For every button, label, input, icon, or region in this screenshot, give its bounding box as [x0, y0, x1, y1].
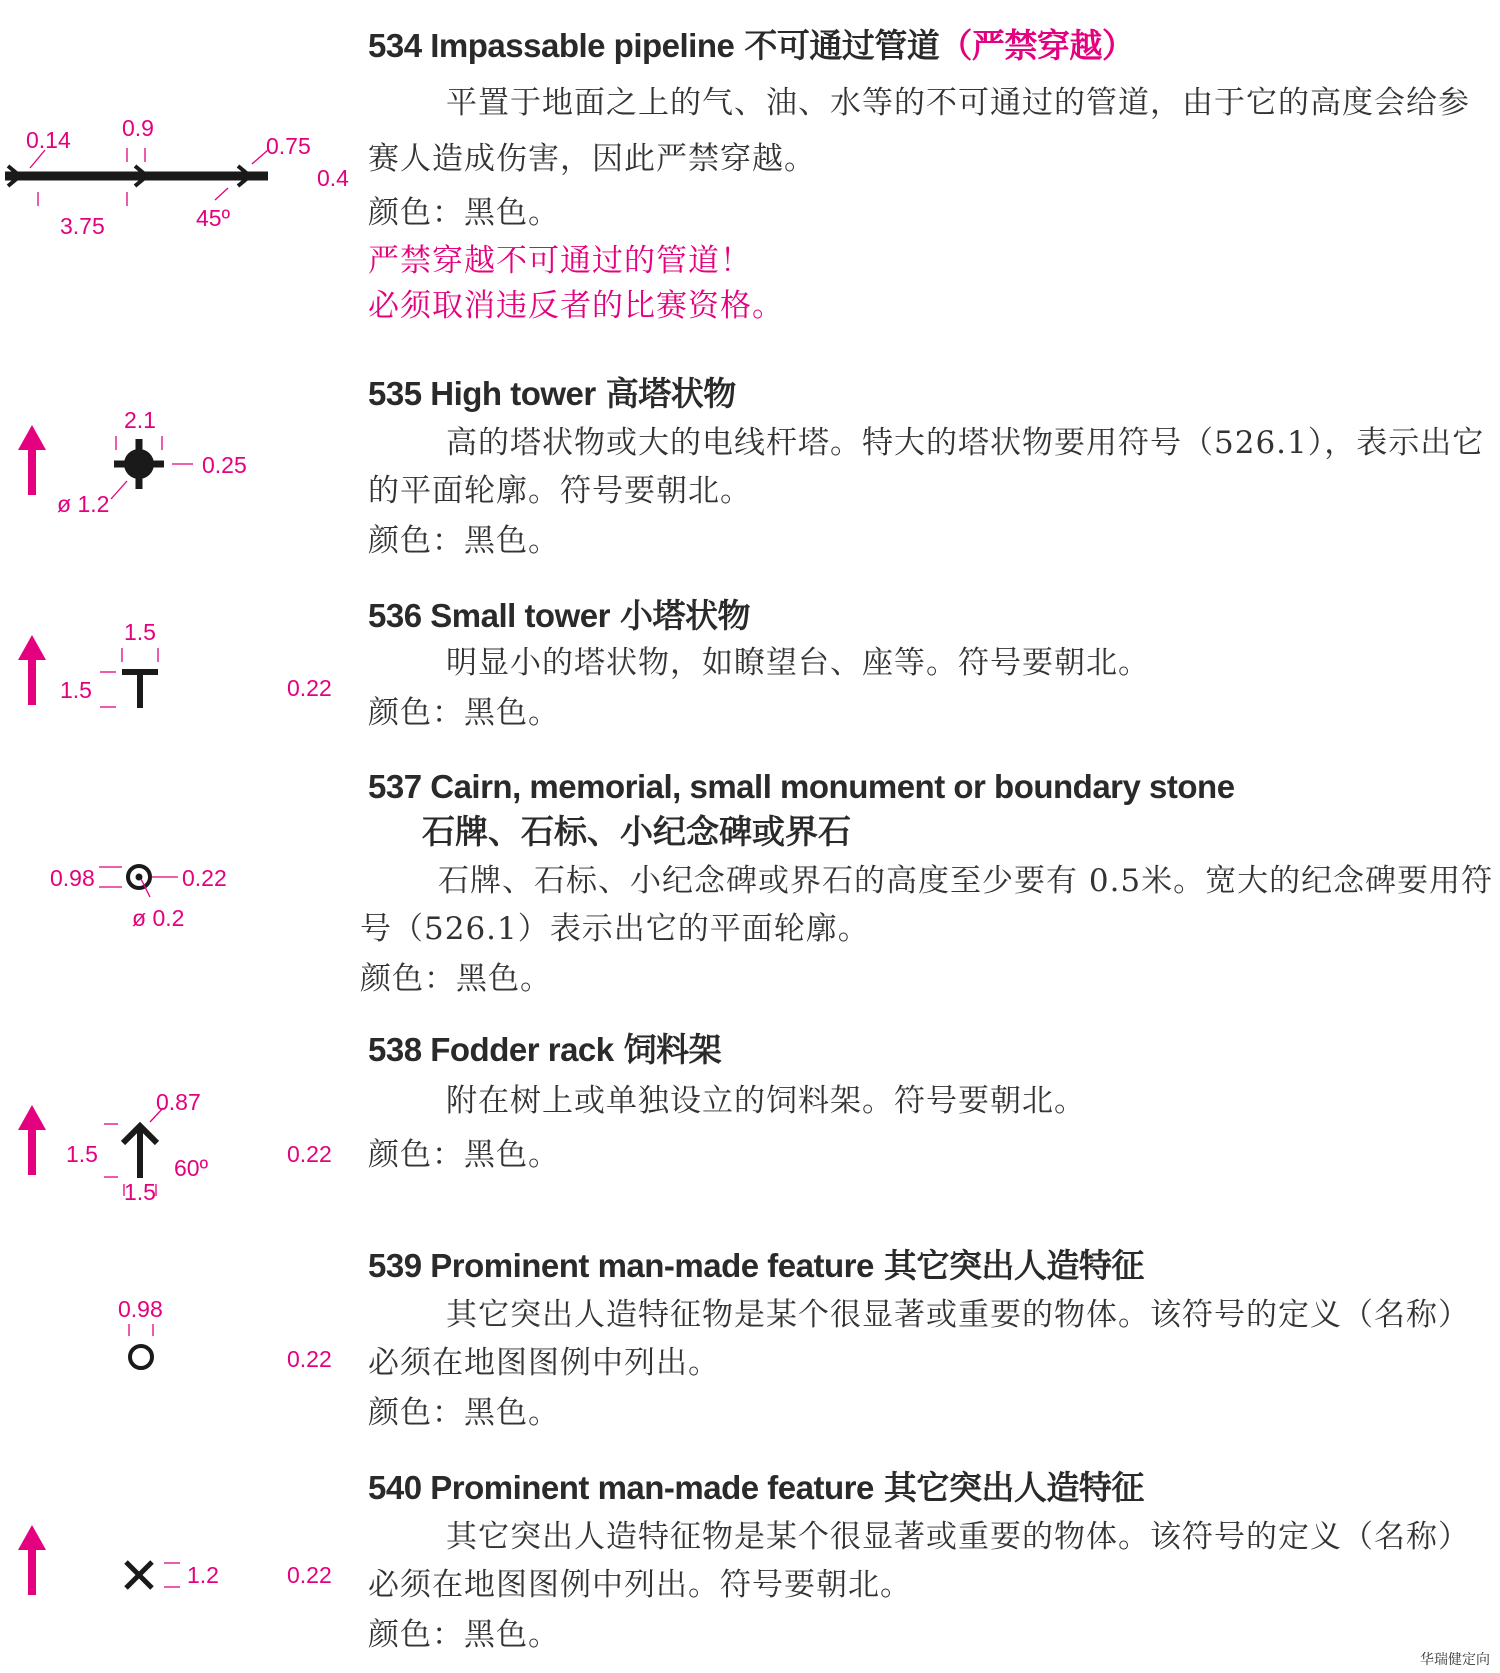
- dim-label: 0.98: [50, 865, 95, 891]
- man-made-feature-circle-icon: [0, 1290, 360, 1390]
- north-arrow-icon: [28, 655, 36, 705]
- dim-label: 0.14: [26, 127, 71, 153]
- symbol-539-diagram: [0, 1290, 360, 1390]
- symbol-536-diagram: [0, 610, 360, 730]
- entry-534: [368, 20, 1493, 329]
- entry-title: [368, 1462, 1493, 1509]
- entry-title: [368, 1240, 1493, 1287]
- north-arrow-icon: [28, 1545, 36, 1595]
- color-line: 颜色：黑色。: [368, 695, 560, 731]
- title-en: Impassable pipeline: [430, 27, 735, 64]
- dim-label: 0.9: [122, 115, 154, 141]
- entry-title: [368, 1024, 1493, 1071]
- title-en: Small tower: [430, 597, 610, 634]
- north-arrow-icon: [28, 1125, 36, 1175]
- symbol-number: 536: [368, 597, 422, 634]
- dim-label: 0.22: [287, 1346, 332, 1372]
- dim-label: 0.75: [266, 133, 311, 159]
- title-note: （严禁穿越）: [939, 26, 1135, 65]
- dim-label: 60º: [174, 1155, 208, 1181]
- description: 高的塔状物或大的电线杆塔。特大的塔状物要用符号（526.1），表示出它的平面轮廓。符号要朝北。: [368, 425, 1485, 509]
- symbol-540-diagram: [0, 1520, 360, 1620]
- color-line: 颜色：黑色。: [368, 1137, 560, 1173]
- color-line: 颜色：黑色。: [368, 195, 560, 231]
- title-zh: 高塔状物: [605, 374, 736, 413]
- color-line: 颜色：黑色。: [360, 961, 552, 997]
- small-tower-symbol-icon: [0, 610, 360, 730]
- dim-label: 0.25: [202, 452, 247, 478]
- fodder-rack-symbol-icon: [0, 1080, 360, 1210]
- dim-label: 0.87: [156, 1089, 201, 1115]
- dim-label: 3.75: [60, 213, 105, 239]
- entry-title: [368, 590, 1493, 637]
- dim-label: 2.1: [124, 407, 156, 433]
- symbol-534-diagram: [0, 100, 360, 240]
- symbol-number: 535: [368, 375, 422, 412]
- title-zh: 不可通过管道: [744, 26, 940, 65]
- symbol-number: 540: [368, 1469, 422, 1506]
- dim-label: ø 0.2: [132, 905, 185, 931]
- entry-540: [368, 1462, 1493, 1661]
- high-tower-symbol-icon: [0, 400, 360, 530]
- title-en: Cairn, memorial, small monument or boundary stone: [430, 768, 1235, 805]
- dim-label: 0.98: [118, 1296, 163, 1322]
- dim-label: 0.22: [287, 1141, 332, 1167]
- dim-label: 0.22: [287, 1562, 332, 1588]
- dim-label: 45º: [196, 205, 230, 231]
- title-en: High tower: [430, 375, 596, 412]
- pipeline-symbol-icon: [0, 100, 360, 240]
- dim-label: 1.5: [124, 619, 156, 645]
- watermark-text: 华瑞健定向: [1420, 1652, 1490, 1668]
- entry-title: [368, 768, 1495, 806]
- dim-label: ø 1.2: [57, 491, 110, 517]
- description: 石牌、石标、小纪念碑或界石的高度至少要有 0.5米。宽大的纪念碑要用符号（526.1）表示出它的平面轮廓。: [360, 863, 1494, 947]
- dim-label: 1.5: [66, 1141, 98, 1167]
- north-arrow-icon: [28, 445, 36, 495]
- dim-label: 0.22: [182, 865, 227, 891]
- symbol-number: 534: [368, 27, 422, 64]
- title-zh: 其它突出人造特征: [883, 1246, 1144, 1285]
- title-en: Prominent man-made feature: [430, 1469, 874, 1506]
- color-line: 颜色：黑色。: [368, 1617, 560, 1653]
- description: 明显小的塔状物，如瞭望台、座等。符号要朝北。: [446, 645, 1150, 681]
- warning-line: 严禁穿越不可通过的管道！: [368, 243, 752, 279]
- warning-line: 必须取消违反者的比赛资格。: [368, 288, 784, 324]
- color-line: 颜色：黑色。: [368, 523, 560, 559]
- symbol-number: 538: [368, 1031, 422, 1068]
- title-zh: 石牌、石标、小纪念碑或界石: [422, 812, 851, 851]
- title-en: Fodder rack: [430, 1031, 614, 1068]
- dim-label: 1.5: [124, 1179, 156, 1205]
- symbol-number: 539: [368, 1247, 422, 1284]
- man-made-feature-cross-icon: [0, 1520, 360, 1620]
- description: 平置于地面之上的气、油、水等的不可通过的管道，由于它的高度会给参赛人造成伤害，因此严禁穿越。: [368, 85, 1470, 177]
- description: 其它突出人造特征物是某个很显著或重要的物体。该符号的定义（名称）必须在地图图例中列出。: [368, 1297, 1470, 1381]
- color-line: 颜色：黑色。: [368, 1395, 560, 1431]
- dim-label: 1.5: [60, 677, 92, 703]
- symbol-537-diagram: [0, 845, 360, 945]
- title-zh: 小塔状物: [619, 596, 750, 635]
- entry-535: [368, 368, 1493, 567]
- symbol-number: 537: [368, 768, 422, 805]
- entry-539: [368, 1240, 1493, 1439]
- dim-label: 0.4: [317, 165, 349, 191]
- cairn-symbol-icon: [0, 845, 360, 945]
- dim-label: 1.2: [187, 1562, 219, 1588]
- entry-536: [368, 590, 1493, 739]
- entry-537: [360, 768, 1495, 1005]
- title-zh: 饲料架: [623, 1030, 722, 1069]
- symbol-538-diagram: [0, 1080, 360, 1210]
- entry-title: [368, 20, 1493, 67]
- description: 附在树上或单独设立的饲料架。符号要朝北。: [446, 1083, 1086, 1119]
- title-en: Prominent man-made feature: [430, 1247, 874, 1284]
- description: 其它突出人造特征物是某个很显著或重要的物体。该符号的定义（名称）必须在地图图例中列出。符号要朝北。: [368, 1519, 1470, 1603]
- entry-title: [368, 368, 1493, 415]
- title-zh: 其它突出人造特征: [883, 1468, 1144, 1507]
- symbol-535-diagram: [0, 400, 360, 530]
- dim-label: 0.22: [287, 675, 332, 701]
- entry-538: [368, 1024, 1493, 1181]
